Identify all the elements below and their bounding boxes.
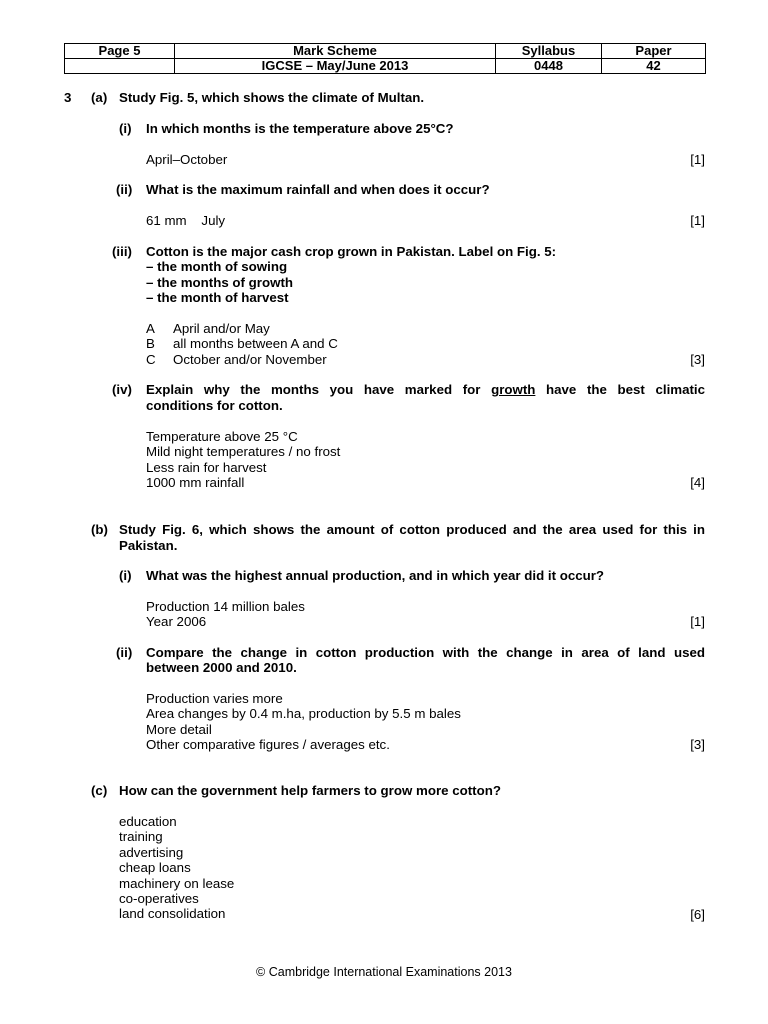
a-iii-label: (iii) [112, 244, 132, 259]
a-iii-question-line: – the month of harvest [146, 290, 289, 306]
header-row-1 [65, 44, 706, 59]
list-item: Less rain for harvest [146, 459, 267, 475]
part-c-text: How can the government help farmers to grow more cotton? [119, 783, 501, 798]
a-ii-question: What is the maximum rainfall and when does it occur? [146, 182, 490, 197]
a-iii-question-line: – the month of sowing [146, 259, 288, 275]
list-item: Other comparative figures / averages etc. [146, 737, 390, 753]
paper-code: 42 [602, 59, 706, 74]
a-i-answer: April–October [146, 152, 228, 167]
b-i-question: What was the highest annual production, and in which year did it occur? [146, 568, 605, 583]
a-ii-label: (ii) [116, 182, 133, 197]
list-item: advertising [119, 844, 184, 860]
a-iii-question [146, 244, 556, 306]
question-number: 3 [64, 90, 72, 105]
a-ii-mark: [1] [690, 213, 705, 228]
part-b-label: (b) [91, 522, 108, 537]
list-item: Area changes by 0.4 m.ha, production by 5.5 m bales [146, 706, 461, 722]
a-iii-question-line: Cotton is the major cash crop grown in Pakistan. Label on Fig. 5: [146, 244, 557, 259]
answer-text: April and/or May [173, 321, 270, 336]
a-iii-question-line: – the months of growth [146, 274, 293, 290]
a-iv-question-line-1 [146, 382, 705, 397]
part-a-text: Study Fig. 5, which shows the climate of Multan. [119, 90, 425, 105]
list-item: Mild night temperatures / no frost [146, 444, 341, 460]
list-item: Temperature above 25 °C [146, 429, 298, 444]
b-ii-answers [146, 691, 461, 753]
list-item: Year 2006 [146, 614, 207, 630]
header-empty-cell [65, 59, 175, 74]
copyright-footer: © Cambridge International Examinations 2013 [256, 965, 512, 979]
part-b-text-line-2: Pakistan. [119, 538, 178, 553]
b-ii-question-line-2: between 2000 and 2010. [146, 660, 297, 675]
b-i-answers [146, 599, 305, 630]
b-ii-question-line-1: Compare the change in cotton production with the change in area of land used [146, 645, 705, 660]
b-ii-mark: [3] [690, 737, 705, 752]
a-iv-question-line-2: conditions for cotton. [146, 398, 283, 413]
list-item: Production varies more [146, 691, 283, 706]
list-item: Production 14 million bales [146, 599, 305, 614]
a-iv-mark: [4] [690, 475, 705, 490]
a-iv-q-underlined: growth [491, 382, 536, 397]
b-ii-label: (ii) [116, 645, 133, 660]
list-item: cheap loans [119, 860, 191, 876]
page-number: Page 5 [65, 44, 175, 59]
syllabus-label: Syllabus [496, 44, 602, 59]
exam-session: IGCSE – May/June 2013 [175, 59, 496, 74]
part-c-label: (c) [91, 783, 108, 798]
header-row-2 [65, 59, 706, 74]
b-i-label: (i) [119, 568, 132, 583]
paper-label: Paper [602, 44, 706, 59]
a-ii-answer: 61 mm July [146, 213, 226, 228]
answer-letter: C [146, 351, 156, 367]
a-iii-answers [146, 321, 338, 367]
a-iv-answers [146, 429, 340, 491]
syllabus-code: 0448 [496, 59, 602, 74]
a-iv-q-before: Explain why the months you have marked for [146, 382, 481, 397]
c-answers [119, 814, 234, 922]
b-i-mark: [1] [690, 614, 705, 629]
list-item: 1000 mm rainfall [146, 475, 245, 491]
answer-text: October and/or November [173, 351, 327, 367]
c-mark: [6] [690, 907, 705, 922]
list-item: training [119, 829, 163, 845]
part-a-label: (a) [91, 90, 108, 105]
mark-scheme-label: Mark Scheme [175, 44, 496, 59]
list-item: education [119, 814, 177, 829]
a-iii-mark: [3] [690, 352, 705, 367]
answer-letter: B [146, 336, 155, 352]
list-item: machinery on lease [119, 875, 235, 891]
a-i-question: In which months is the temperature above 25°C? [146, 121, 454, 136]
a-iv-q-after: have the best climatic [546, 382, 705, 397]
list-item [146, 321, 338, 336]
header-table [64, 43, 706, 74]
answer-letter: A [146, 321, 155, 336]
a-i-mark: [1] [690, 152, 705, 167]
list-item [146, 336, 338, 351]
list-item [146, 352, 338, 367]
part-b-text-line-1: Study Fig. 6, which shows the amount of cotton produced and the area used for this in [119, 522, 705, 537]
list-item: More detail [146, 721, 212, 737]
a-i-label: (i) [119, 121, 132, 136]
list-item: co-operatives [119, 890, 199, 906]
list-item: land consolidation [119, 906, 226, 922]
a-iv-label: (iv) [112, 382, 132, 397]
answer-text: all months between A and C [173, 336, 338, 352]
